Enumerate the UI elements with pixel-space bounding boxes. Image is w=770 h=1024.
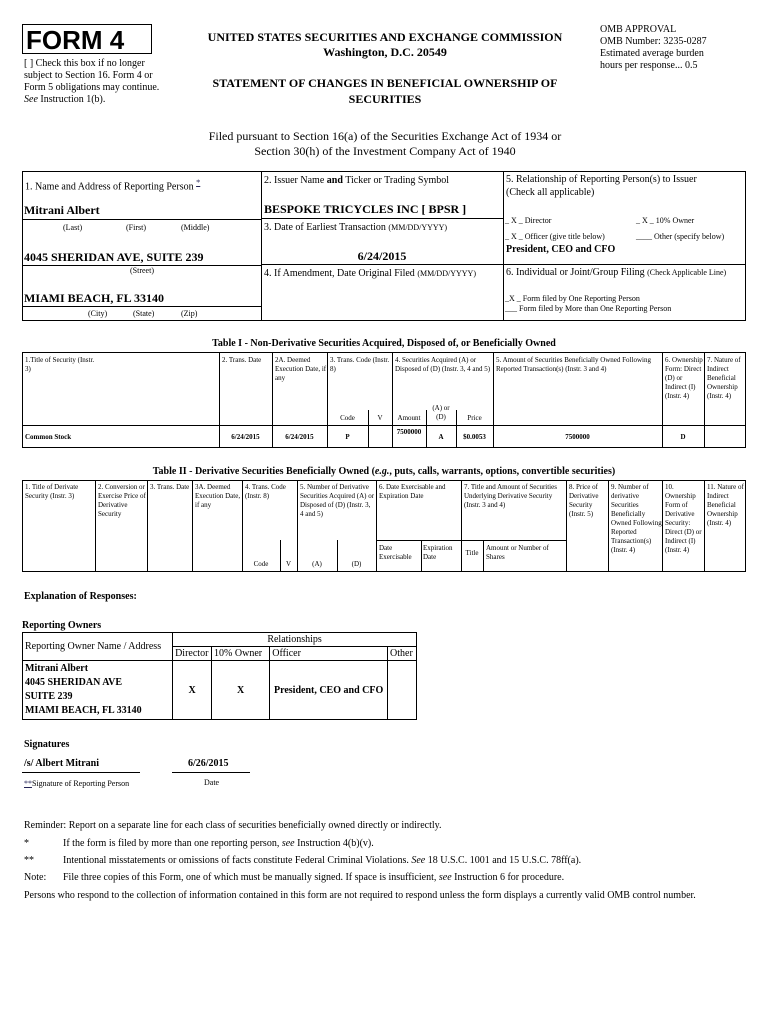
t2-h-trans-code: 4. Trans. Code (Instr. 8) [245,483,286,500]
city-state-zip: MIAMI BEACH, FL 33140 [24,291,165,305]
t1-row-deemed-date: 6/24/2015 [285,433,314,441]
table1-title: Table I - Non-Derivative Securities Acquired, Disposed of, or Beneficially Owned [212,338,556,349]
omb-box [600,24,760,72]
t2-h-title: 1. Title of Derivate Security (Instr. 3) [25,483,79,500]
reporting-owners-table [22,632,417,720]
note-text: File three copies of this Form, one of which must be manually signed. If space is insufficient, see Instruction 6 for procedure. [63,872,565,883]
t1-row-code: P [345,433,350,441]
zip-label: (Zip) [181,309,198,318]
explanation-label: Explanation of Responses: [24,591,137,602]
section16-checkbox-note [24,58,169,106]
date-label: Date [204,778,220,787]
t1-row-a-or-d: A [438,433,444,441]
director-check: _ X _ Director [505,216,552,225]
t1-h-acquired-disposed: 4. Securities Acquired (A) or Disposed of (D) (Instr. 3, 4 and 5) [395,356,491,373]
t1-h-trans-code: 3. Trans. Code (Instr. 8) [330,356,390,373]
more-person-filing: ___ Form filed by More than One Reporting Person [505,304,672,313]
state-label: (State) [133,309,155,318]
t2-h-exercisable: 6. Date Exercisable and Expiration Date [379,483,446,500]
commission-name: UNITED STATES SECURITIES AND EXCHANGE COMMISSION [207,30,563,44]
signature-label: **Signature of Reporting Person [24,779,130,788]
owner-ten-pct: X [212,661,270,720]
footnote-star-mark: * [24,838,29,849]
t2-h-expiration-date: Expiration Date [423,544,453,561]
t2-h-deemed-date: 3A. Deemed Execution Date, if any [195,483,241,509]
t2-h-underlying-title: Title [465,549,479,557]
street-label: (Street) [130,266,154,275]
instruction-ref: Instruction 1(b). [40,94,106,105]
omb-number: OMB Number: 3235-0287 [600,36,707,47]
t1-h-ownership-form: 6. Ownership Form: Direct (D) or Indirect (I) (Instr. 4) [665,356,703,400]
footnote-dstar-text: Intentional misstatements or omissions of facts constitute Federal Criminal Violations. See 18 U.S.C. 1001 and 15 U.S.C. 78ff(a). [63,855,582,866]
t1-row-amount: 7500000 [396,428,422,436]
box3-label: 3. Date of Earliest Transaction (MM/DD/YYYY) [264,222,448,233]
street-address: 4045 SHERIDAN AVE, SUITE 239 [24,250,204,264]
signer-name: /s/ Albert Mitrani [24,758,99,769]
owners-col-officer: Officer [270,647,388,661]
t1-h-deemed-date: 2A. Deemed Execution Date, if any [275,356,327,382]
box1-label: 1. Name and Address of Reporting Person * [25,178,201,193]
t2-h-code: Code [253,560,269,568]
signature-date: 6/26/2015 [188,758,229,769]
owner-address: Mitrani Albert 4045 SHERIDAN AVE SUITE 239 MIAMI BEACH, FL 33140 [23,661,173,720]
form-title: FORM 4 [26,25,125,55]
t1-h-code: Code [340,414,355,422]
footnote-star-text: If the form is filed by more than one reporting person, see Instruction 4(b)(v). [63,838,374,849]
table2-title: Table II - Derivative Securities Beneficially Owned (e.g., puts, calls, warrants, options, convertible securities) [152,466,616,477]
owners-col-name: Reporting Owner Name / Address [23,633,173,661]
owner-other [388,661,417,720]
box2-label: 2. Issuer Name and Ticker or Trading Symbol [264,175,450,186]
officer-title: President, CEO and CFO [506,244,616,255]
filed-pursuant-2: Section 30(h) of the Investment Company Act of 1940 [254,144,516,158]
commission-location: Washington, D.C. 20549 [323,45,447,59]
other-check: ____ Other (specify below) [636,232,725,241]
t2-h-date-exercisable: Date Exercisable [379,544,412,561]
omb-control-notice: Persons who respond to the collection of information contained in this form are not required to respond unless the form displays a currently valid OMB control number. [24,890,696,901]
officer-check: _ X _ Officer (give title below) [505,232,605,241]
box5-label: 5. Relationship of Reporting Person(s) to Issuer [506,174,697,185]
owner-officer: President, CEO and CFO [270,661,388,720]
filed-pursuant-1: Filed pursuant to Section 16(a) of the Securities Exchange Act of 1934 or [208,129,562,143]
earliest-transaction-date: 6/24/2015 [357,249,407,263]
t2-h-price: 8. Price of Derivative Security (Instr. 5) [569,483,599,518]
owner-director: X [173,661,212,720]
t2-h-trans-date: 3. Trans. Date [150,483,190,491]
reporting-owners-title: Reporting Owners [22,620,102,631]
owners-col-relationships: Relationships [173,633,417,647]
owners-col-director: Director [173,647,212,661]
city-label: (City) [88,309,108,318]
t1-row-owned-after: 7500000 [565,433,590,441]
note-mark: Note: [24,872,47,883]
owners-col-ten-pct: 10% Owner [212,647,270,661]
omb-approval: OMB APPROVAL [600,24,677,35]
t2-h-num-owned: 9. Number of derivative Securities Beneficially Owned Following Reported Transaction(s) (Instr. 4) [611,483,662,554]
t2-h-a: (A) [312,560,322,568]
t2-h-d: (D) [351,560,362,568]
t2-h-amount-shares: Amount or Number of Shares [486,544,549,561]
footnote-dstar-mark: ** [24,855,34,866]
last-label: (Last) [63,223,83,232]
see-word: See [24,94,38,105]
issuer-name-ticker: BESPOKE TRICYCLES INC [ BPSR ] [264,202,467,216]
reminder-text: Reminder: Report on a separate line for each class of securities beneficially owned directly or indirectly. [24,820,442,831]
box6-label: 6. Individual or Joint/Group Filing (Check Applicable Line) [506,267,727,278]
t1-row-ownership-form: D [680,433,686,441]
statement-title: STATEMENT OF CHANGES IN BENEFICIAL OWNERSHIP OF SECURITIES [212,76,558,106]
t1-h-price: Price [467,414,482,422]
reporting-person-name: Mitrani Albert [24,203,100,217]
t2-h-ownership-form: 10. Ownership Form of Derivative Security: Direct (D) or Indirect (I) (Instr. 4) [665,483,702,554]
first-label: (First) [126,223,146,232]
t1-h-trans-date: 2. Trans. Date [222,356,262,364]
ten-pct-check: _ X _ 10% Owner [636,216,695,225]
owners-col-other: Other [388,647,417,661]
t1-h-v: V [377,414,383,422]
box5-sub: (Check all applicable) [506,187,595,198]
t2-h-underlying: 7. Title and Amount of Securities Underlying Derivative Security (Instr. 3 and 4) [464,483,557,509]
t1-row-trans-date: 6/24/2015 [231,433,260,441]
t2-h-nature: 11. Nature of Indirect Beneficial Ownership (Instr. 4) [707,483,744,527]
burden-label: Estimated average burden [600,48,704,59]
middle-label: (Middle) [181,223,210,232]
t1-h-nature: 7. Nature of Indirect Beneficial Ownership (Instr. 4) [707,356,741,400]
section16-checkbox-text: [ ] Check this box if no longer subject to Section 16. Form 4 or Form 5 obligations may continue. [24,58,160,93]
t1-h-amount: Amount [397,414,421,422]
box4-label: 4. If Amendment, Date Original Filed (MM/DD/YYYY) [264,268,476,279]
t2-h-num-derivative: 5. Number of Derivative Securities Acquired (A) or Disposed of (D) (Instr. 3, 4 and 5) [300,483,375,518]
t2-h-v: V [285,560,292,568]
t1-row-title: Common Stock [25,433,72,441]
t1-row-price: $0.0053 [463,433,486,441]
signatures-title: Signatures [24,739,70,750]
t1-h-a-or-d: (A) or (D) [432,404,450,421]
t1-h-amount-owned: 5. Amount of Securities Beneficially Owned Following Reported Transaction(s) (Instr. 3 and 4) [496,356,651,373]
t1-h-title: 1.Title of Security (Instr. 3) [25,356,95,373]
burden-hours: hours per response... 0.5 [600,60,698,71]
t2-h-conversion: 2. Conversion or Exercise Price of Derivative Security [98,483,146,518]
one-person-filing: _X _ Form filed by One Reporting Person [505,294,640,303]
